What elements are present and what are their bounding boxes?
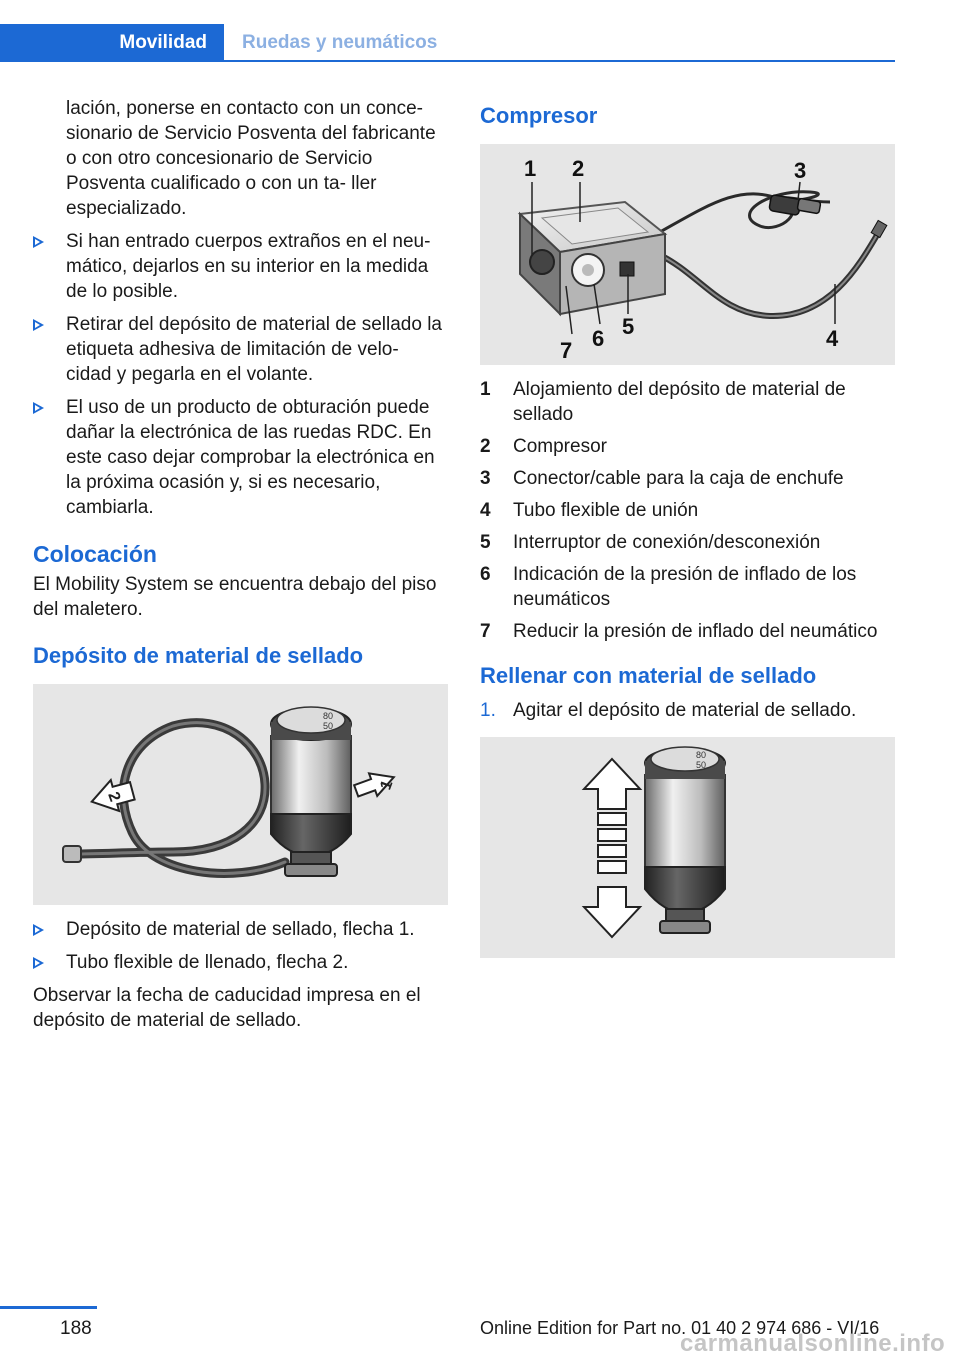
can-label-bottom: 50 [323, 721, 334, 731]
edition-text: Online Edition for Part no. 01 40 2 974 686 - VI/16 [480, 1318, 880, 1338]
right-column [480, 96, 895, 958]
callout-label: 2 [572, 156, 585, 181]
legend-item: 7 Reducir la presión de inflado del neumático [480, 621, 878, 642]
compressor-legend [480, 377, 895, 644]
callout-label: 3 [794, 158, 807, 183]
intro-paragraph: lación, ponerse en contacto con un conce‐ sionario de Servicio Posventa del fabricante o con otro concesionario de Servicio Posventa cualificado o con un ta‐ ller especializado. [66, 98, 436, 219]
triangle-bullet-icon [33, 402, 44, 414]
list-item: El uso de un producto de obturación puede dañar la electrónica de las ruedas RDC. En este caso dejar comprobar la electrónica en la próxima ocasión y, si es necesario, cambiarla. [33, 395, 448, 520]
section-tab-ruedas[interactable]: Ruedas y neumáticos [242, 32, 438, 53]
sealant-container-illustration [33, 684, 448, 905]
legend-item: 3 Conector/cable para la caja de enchufe [480, 468, 844, 489]
arrow-2-label: 2 [104, 789, 124, 805]
compressor-figure [480, 144, 895, 365]
rellenar-heading: Rellenar con material de sellado [480, 663, 817, 688]
triangle-bullet-icon [33, 319, 44, 331]
shake-container-figure [480, 737, 895, 958]
legend-item: 4 Tubo flexible de unión [480, 500, 699, 521]
sealant-container-figure [33, 684, 448, 905]
callout-label: 4 [826, 326, 839, 351]
shake-container-illustration [480, 737, 895, 958]
callout-label: 6 [592, 326, 605, 351]
can-label-top: 80 [323, 711, 334, 721]
legend-item: 5 Interruptor de conexión/desconexión [480, 532, 821, 553]
triangle-bullet-icon [33, 236, 44, 248]
triangle-bullet-icon [33, 957, 44, 969]
colocacion-heading: Colocación [33, 541, 157, 567]
page-number: 188 [60, 1318, 92, 1339]
list-item: Si han entrado cuerpos extraños en el neu‐ mático, dejarlos en su interior en la medida de lo posible. [33, 229, 448, 304]
expiry-note: Observar la fecha de caducidad impresa en el depósito de material de sellado. [33, 985, 421, 1031]
watermark: carmanualsonline.info [680, 1330, 946, 1357]
triangle-bullet-icon [33, 924, 44, 936]
section-tab-movilidad[interactable]: Movilidad [0, 24, 224, 62]
list-item: Retirar del depósito de material de sellado la etiqueta adhesiva de limitación de velo‐ cidad y pegarla en el volante. [33, 312, 448, 387]
legend-item: 2 Compresor [480, 436, 607, 457]
left-column [33, 96, 448, 1041]
can-label-top: 80 [696, 750, 707, 760]
list-item: Depósito de material de sellado, flecha 1. [33, 917, 448, 942]
can-label-bottom: 50 [696, 760, 707, 770]
colocacion-text: El Mobility System se encuentra debajo del piso del maletero. [33, 574, 437, 620]
list-item: Tubo flexible de llenado, flecha 2. [33, 950, 448, 975]
callout-label: 1 [524, 156, 537, 181]
arrow-1-label: 1 [377, 778, 397, 793]
legend-item: 1 Alojamiento del depósito de material de sellado [480, 379, 846, 425]
page-header [0, 0, 960, 62]
header-divider [224, 60, 895, 62]
footer-divider [0, 1306, 97, 1309]
deposito-heading: Depósito de material de sellado [33, 643, 364, 668]
callout-label: 5 [622, 314, 635, 339]
callout-label: 7 [560, 338, 573, 363]
compresor-heading: Compresor [480, 103, 598, 128]
compressor-illustration [480, 144, 895, 365]
step-item: 1. Agitar el depósito de material de sellado. [480, 700, 857, 721]
legend-item: 6 Indicación de la presión de inflado de los neumáticos [480, 564, 857, 610]
